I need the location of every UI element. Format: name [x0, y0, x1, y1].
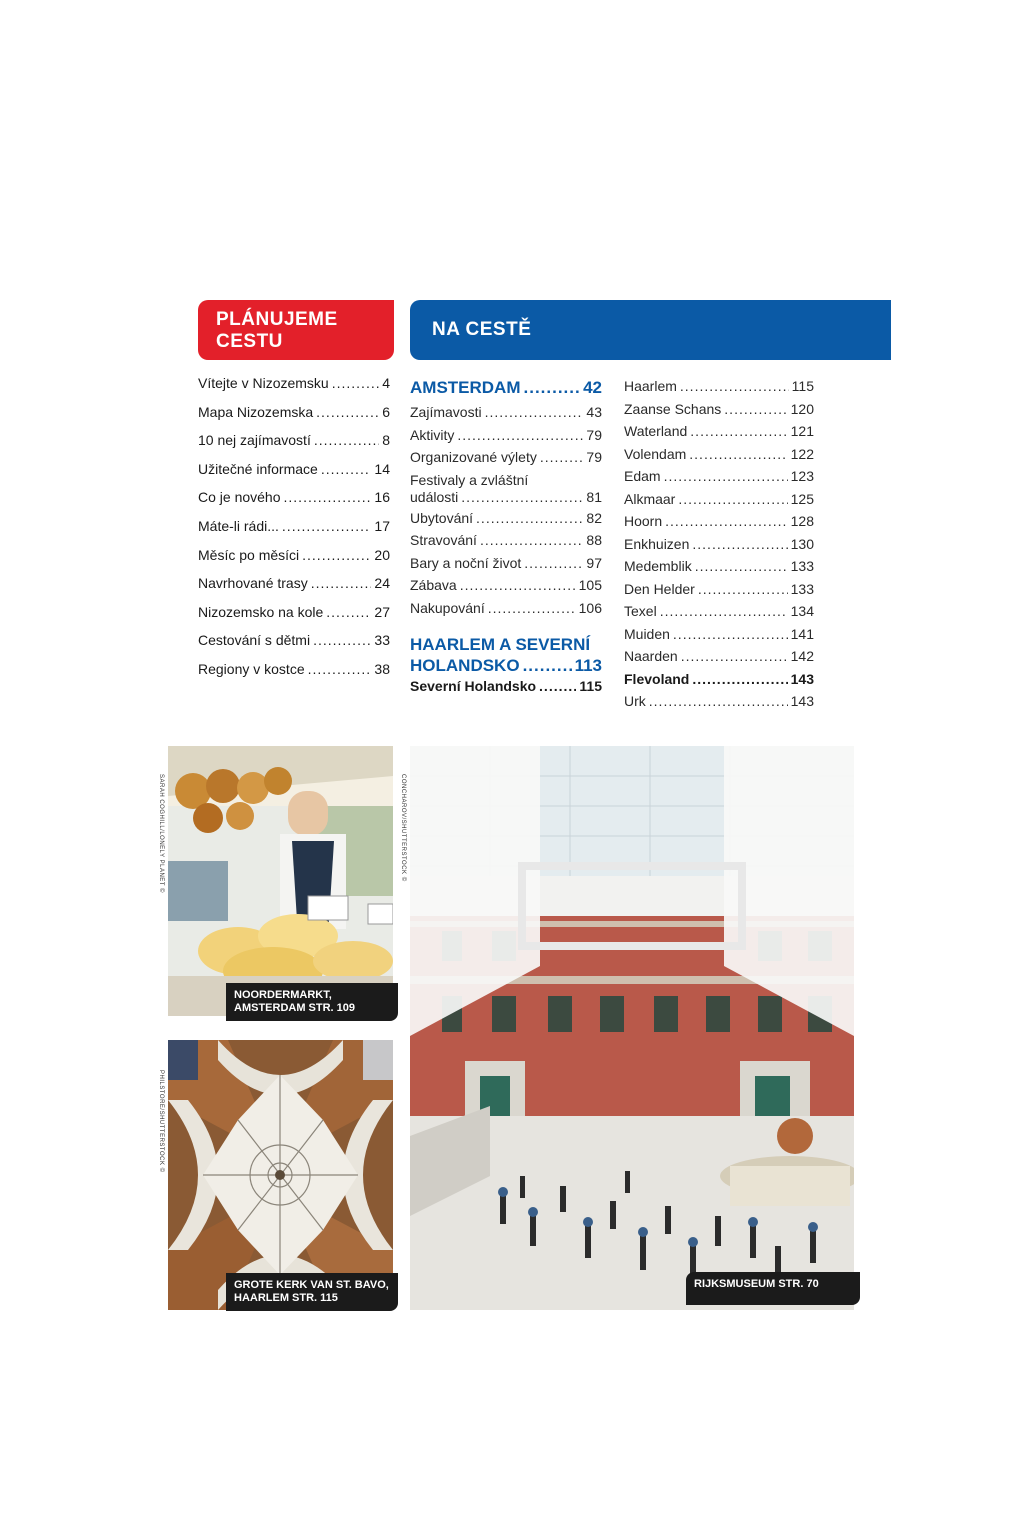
toc-subentry[interactable] [624, 446, 814, 469]
toc-subentry-page: 97 [586, 554, 602, 571]
toc-subentry-page: 143 [790, 693, 814, 709]
toc-subentry-label-line2: události [410, 488, 459, 505]
toc-entry-page: 24 [374, 575, 390, 592]
toc-subentry-label: Enkhuizen [624, 535, 690, 552]
section-page: 113 [574, 656, 602, 675]
toc-entry[interactable] [198, 489, 390, 518]
toc-subentry-page: 142 [790, 648, 814, 664]
toc-entry-page: 16 [374, 489, 390, 506]
toc-subentry[interactable] [624, 693, 814, 716]
credit-cheese-market: SARAH COGHILL/LONELY PLANET © [158, 774, 164, 893]
toc-subentry-page: 134 [790, 603, 814, 619]
toc-entry[interactable] [198, 604, 390, 633]
toc-subentry-label: Medemblik [624, 558, 692, 574]
toc-entry-label: Užitečné informace [198, 460, 318, 477]
toc-subentry[interactable] [624, 626, 814, 649]
on-the-road-header-title: NA CESTĚ [432, 319, 532, 340]
planning-header [198, 300, 394, 360]
toc-subentry-page: 115 [791, 378, 814, 394]
cheese-market-illustration [168, 746, 393, 1016]
photo-church-vault [168, 1040, 393, 1310]
toc-entry-label: Regiony v kostce [198, 660, 305, 677]
toc-subentry-label: Alkmaar [624, 490, 676, 507]
toc-subentry-page: 82 [586, 509, 602, 526]
toc-subentry[interactable] [624, 401, 814, 424]
toc-entry[interactable] [198, 547, 390, 576]
toc-subentry-page: 81 [586, 488, 602, 505]
caption-church-vault: GROTE KERK VAN ST. BAVO, HAARLEM STR. 115 [226, 1273, 398, 1311]
toc-entry-label: 10 nej zajímavostí [198, 432, 311, 449]
caption-cheese-market: NOORDERMARKT, AMSTERDAM STR. 109 [226, 983, 398, 1021]
toc-entry-page: 14 [374, 460, 390, 477]
toc-subentry[interactable] [410, 678, 602, 701]
toc-subentry-label: Zaanse Schans [624, 400, 722, 417]
toc-entry-page: 4 [382, 375, 390, 391]
toc-subentry[interactable] [624, 671, 814, 694]
toc-subentry[interactable] [624, 423, 814, 446]
toc-entry[interactable] [198, 461, 390, 490]
toc-entry[interactable] [198, 518, 390, 547]
toc-subentry[interactable] [410, 472, 602, 506]
toc-subentry-page: 128 [790, 513, 814, 529]
section-title-line2: HOLANDSKO [410, 656, 520, 675]
toc-entry-label: Nizozemsko na kole [198, 603, 324, 620]
toc-subentry-label: Naarden [624, 648, 678, 664]
toc-subentry-page: 130 [790, 535, 814, 552]
toc-subentry-page: 79 [586, 426, 602, 443]
toc-subentry[interactable] [624, 491, 814, 514]
toc-subentry-label: Aktivity [410, 426, 455, 443]
toc-subentry-label: Zábava [410, 577, 457, 593]
toc-entry[interactable] [198, 575, 390, 604]
on-the-road-toc-right [624, 378, 814, 716]
toc-subentry-label: Haarlem [624, 378, 677, 394]
toc-subentry-label: Urk [624, 693, 646, 709]
toc-subentry-label: Volendam [624, 445, 687, 462]
toc-subentry[interactable] [410, 404, 602, 427]
toc-subentry-page: 123 [790, 468, 814, 484]
toc-subentry[interactable] [410, 427, 602, 450]
toc-subentry-label: Texel [624, 603, 657, 619]
toc-subentry-page: 115 [579, 678, 602, 694]
credit-church-vault: PHILSTORE/SHUTTERSTOCK © [158, 1070, 164, 1173]
on-the-road-toc-middle [410, 378, 602, 701]
toc-entry-label: Co je nového [198, 489, 281, 506]
toc-subentry-page: 133 [790, 580, 814, 597]
toc-subentry[interactable] [624, 468, 814, 491]
section-haarlem[interactable] [410, 634, 602, 676]
toc-entry-page: 20 [374, 546, 390, 563]
on-the-road-header [410, 300, 891, 360]
toc-subentry[interactable] [624, 378, 814, 401]
section-amsterdam[interactable] [410, 378, 602, 398]
toc-subentry-page: 79 [586, 449, 602, 465]
toc-subentry[interactable] [410, 510, 602, 533]
toc-entry-label: Máte-li rádi... [198, 517, 279, 534]
photo-cheese-market [168, 746, 393, 1016]
rijksmuseum-illustration [410, 746, 854, 1310]
toc-subentry-label: Zajímavosti [410, 404, 482, 420]
toc-subentry-label: Muiden [624, 625, 670, 642]
toc-entry[interactable] [198, 632, 390, 661]
toc-subentry[interactable] [410, 577, 602, 600]
toc-entry-page: 27 [374, 603, 390, 620]
toc-subentry-page: 133 [790, 558, 814, 574]
toc-subentry-label: Waterland [624, 423, 688, 439]
toc-subentry-page: 106 [578, 599, 602, 616]
toc-subentry-label: Severní Holandsko [410, 678, 537, 694]
toc-subentry-label: Ubytování [410, 509, 474, 526]
toc-subentry-page: 105 [578, 577, 602, 593]
toc-subentry[interactable] [410, 555, 602, 578]
caption-rijksmuseum: RIJKSMUSEUM STR. 70 [686, 1272, 860, 1305]
church-vault-illustration [168, 1040, 393, 1310]
toc-subentry[interactable] [624, 581, 814, 604]
toc-entry-label: Cestování s dětmi [198, 632, 311, 649]
toc-subentry[interactable] [624, 648, 814, 671]
toc-subentry[interactable] [410, 600, 602, 623]
toc-subentry-page: 120 [790, 400, 814, 417]
toc-entry-label: Vítejte v Nizozemsku [198, 375, 329, 391]
toc-entry[interactable] [198, 661, 390, 690]
toc-subentry-label: Edam [624, 468, 661, 484]
toc-subentry-label: Stravování [410, 532, 477, 548]
toc-entry-label: Měsíc po měsíci [198, 546, 300, 563]
toc-subentry[interactable] [624, 513, 814, 536]
planning-toc [198, 375, 390, 690]
toc-entry-page: 6 [382, 403, 390, 420]
toc-subentry-page: 43 [586, 404, 602, 420]
credit-rijksmuseum: CONCHAROV/SHUTTERSTOCK © [400, 774, 406, 882]
toc-subentry-page: 143 [790, 670, 814, 687]
toc-entry-label: Navrhované trasy [198, 575, 308, 592]
toc-subentry[interactable] [624, 536, 814, 559]
toc-entry-page: 17 [374, 517, 390, 534]
photo-rijksmuseum [410, 746, 854, 1310]
toc-subentry-page: 141 [790, 625, 814, 642]
toc-subentry[interactable] [624, 603, 814, 626]
toc-subentry-page: 122 [790, 445, 814, 462]
section-title-line1: HAARLEM A SEVERNÍ [410, 635, 591, 654]
toc-subentry-label: Hoorn [624, 513, 663, 529]
toc-entry-page: 38 [374, 660, 390, 677]
planning-header-title: PLÁNUJEME CESTU [216, 309, 338, 352]
toc-subentry-label: Organizované výlety [410, 449, 537, 465]
toc-subentry-label: Bary a noční život [410, 554, 522, 571]
section-page: 42 [583, 378, 602, 397]
toc-subentry-label: Flevoland [624, 670, 690, 687]
toc-subentry[interactable] [410, 532, 602, 555]
toc-entry[interactable] [198, 404, 390, 433]
toc-subentry[interactable] [624, 558, 814, 581]
toc-subentry-label-line1: Festivaly a zvláštní [410, 471, 529, 488]
toc-entry[interactable] [198, 432, 390, 461]
toc-entry-page: 33 [374, 632, 390, 649]
section-title: AMSTERDAM [410, 378, 521, 397]
toc-subentry-label: Den Helder [624, 580, 695, 597]
toc-entry-page: 8 [382, 432, 390, 449]
toc-entry[interactable] [198, 375, 390, 404]
toc-subentry-label: Nakupování [410, 599, 485, 616]
toc-entry-label: Mapa Nizozemska [198, 403, 314, 420]
toc-subentry-page: 88 [586, 532, 602, 548]
toc-subentry[interactable] [410, 449, 602, 472]
toc-subentry-page: 125 [790, 490, 814, 507]
toc-subentry-page: 121 [790, 423, 814, 439]
